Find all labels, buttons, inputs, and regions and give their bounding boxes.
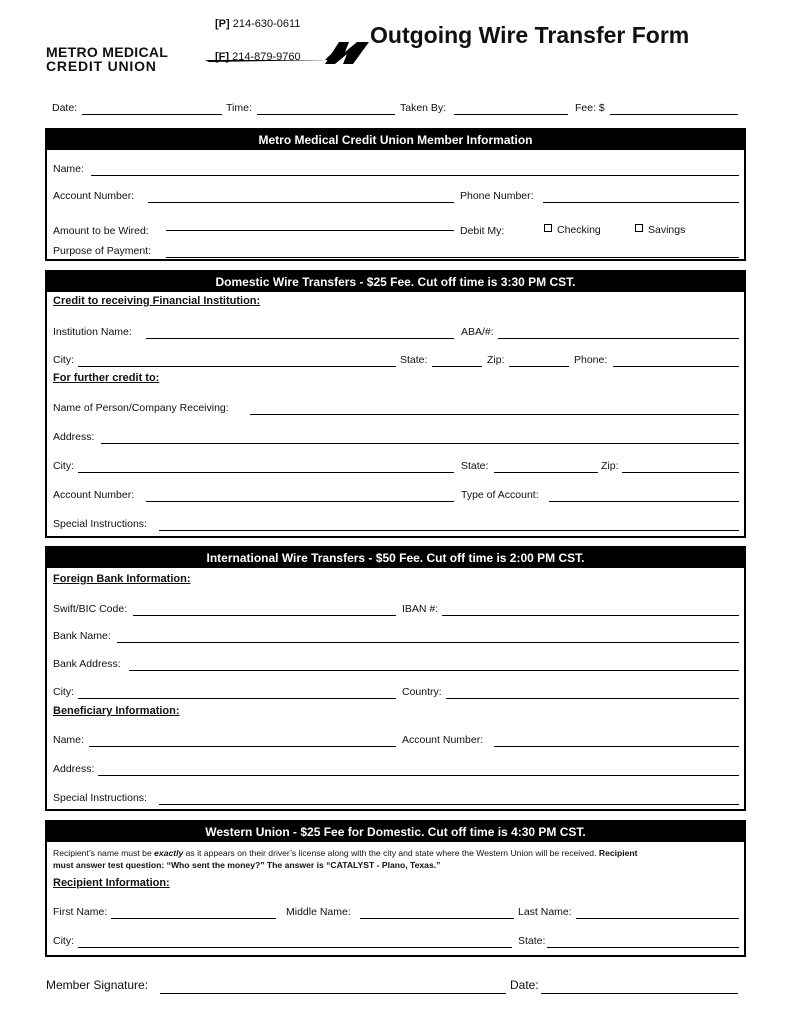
last-name-field[interactable] — [576, 918, 739, 919]
taken-by-field[interactable] — [454, 114, 568, 115]
note-part-a: Recipient’s name must be — [53, 848, 155, 858]
beneficiary-name-label: Name: — [53, 734, 84, 746]
beneficiary-address-field[interactable] — [98, 775, 739, 776]
purpose-field[interactable] — [166, 257, 739, 258]
bank-name-field[interactable] — [117, 642, 739, 643]
note-part-c: as it appears on their driver’s license along with the city and state where the Western Union will be received. — [183, 848, 599, 858]
logo — [46, 45, 211, 81]
western-union-note — [53, 847, 738, 871]
fax-prefix: [F] — [215, 51, 230, 63]
dom-phone-field[interactable] — [613, 366, 739, 367]
person-field[interactable] — [250, 414, 739, 415]
recipient-heading: Recipient Information: — [53, 877, 170, 889]
account-type-label: Type of Account: — [461, 489, 539, 501]
member-phone-label: Phone Number: — [460, 190, 534, 202]
further-credit-heading: For further credit to: — [53, 372, 160, 384]
beneficiary-address-label: Address: — [53, 763, 95, 775]
country-label: Country: — [402, 686, 442, 698]
institution-label: Institution Name: — [53, 326, 132, 338]
first-name-field[interactable] — [111, 918, 276, 919]
signature-label: Member Signature: — [46, 978, 149, 992]
time-field[interactable] — [257, 114, 395, 115]
dom-state2-label: State: — [461, 460, 489, 472]
beneficiary-account-label: Account Number: — [402, 734, 484, 746]
intl-city-field[interactable] — [78, 698, 396, 699]
intl-special-field[interactable] — [159, 804, 739, 805]
phone-prefix: [P] — [215, 18, 230, 30]
iban-field[interactable] — [442, 615, 739, 616]
fax-line — [215, 51, 301, 63]
iban-label: IBAN #: — [402, 603, 439, 615]
dom-account-field[interactable] — [146, 501, 454, 502]
institution-field[interactable] — [146, 338, 454, 339]
savings-label: Savings — [648, 224, 686, 236]
fax-number: 214-879-9760 — [232, 51, 301, 63]
wu-city-field[interactable] — [78, 947, 512, 948]
beneficiary-heading: Beneficiary Information: — [53, 705, 180, 717]
middle-name-label: Middle Name: — [286, 906, 351, 918]
logo-line2: CREDIT UNION — [46, 58, 157, 74]
date-field[interactable] — [82, 114, 222, 115]
date-label: Date: — [52, 102, 78, 114]
bank-name-label: Bank Name: — [53, 630, 111, 642]
swift-label: Swift/BIC Code: — [53, 603, 128, 615]
dom-address-field[interactable] — [101, 443, 739, 444]
bank-address-field[interactable] — [129, 670, 739, 671]
dom-zip-field[interactable] — [509, 366, 569, 367]
phone-line — [215, 18, 300, 30]
fee-field[interactable] — [610, 114, 738, 115]
amount-label: Amount to be Wired: — [53, 225, 149, 237]
beneficiary-name-field[interactable] — [89, 746, 396, 747]
last-name-label: Last Name: — [518, 906, 572, 918]
country-field[interactable] — [446, 698, 739, 699]
dom-city2-label: City: — [53, 460, 74, 472]
member-name-field[interactable] — [91, 175, 739, 176]
debit-my-label: Debit My: — [460, 225, 505, 237]
first-name-label: First Name: — [53, 906, 108, 918]
footer-date-label: Date: — [510, 978, 539, 992]
intl-city-label: City: — [53, 686, 74, 698]
domestic-header: Domestic Wire Transfers - $25 Fee. Cut off time is 3:30 PM CST. — [47, 272, 744, 292]
member-name-label: Name: — [53, 163, 84, 175]
dom-state2-field[interactable] — [494, 472, 598, 473]
international-header: International Wire Transfers - $50 Fee. Cut off time is 2:00 PM CST. — [47, 548, 744, 568]
member-account-field[interactable] — [148, 202, 454, 203]
dom-zip2-field[interactable] — [622, 472, 739, 473]
western-union-section — [45, 820, 746, 957]
credit-to-heading: Credit to receiving Financial Institution: — [53, 295, 261, 307]
dom-special-field[interactable] — [159, 530, 739, 531]
checking-checkbox[interactable] — [544, 224, 552, 232]
dom-state-field[interactable] — [432, 366, 482, 367]
domestic-section — [45, 270, 746, 538]
phone-number: 214-630-0611 — [232, 18, 301, 30]
dom-zip-label: Zip: — [487, 354, 505, 366]
member-header: Metro Medical Credit Union Member Information — [47, 130, 744, 150]
signature-field[interactable] — [160, 993, 506, 994]
person-label: Name of Person/Company Receiving: — [53, 402, 229, 414]
dom-city2-field[interactable] — [78, 472, 454, 473]
footer-date-field[interactable] — [541, 993, 738, 994]
aba-label: ABA/#: — [461, 326, 494, 338]
dom-address-label: Address: — [53, 431, 95, 443]
dom-special-label: Special Instructions: — [53, 518, 147, 530]
fee-label: Fee: $ — [575, 102, 605, 114]
dom-city-field[interactable] — [78, 366, 396, 367]
bank-address-label: Bank Address: — [53, 658, 121, 670]
intl-special-label: Special Instructions: — [53, 792, 147, 804]
dom-state-label: State: — [400, 354, 428, 366]
note-test-question: must answer test question: “Who sent the money?” The answer is “CATALYST - Plano, Texas.” — [53, 860, 441, 870]
aba-field[interactable] — [498, 338, 739, 339]
member-phone-field[interactable] — [543, 202, 739, 203]
dom-account-label: Account Number: — [53, 489, 135, 501]
time-label: Time: — [226, 102, 252, 114]
western-union-header: Western Union - $25 Fee for Domestic. Cut off time is 4:30 PM CST. — [47, 822, 744, 842]
note-exactly: exactly — [154, 848, 184, 858]
wu-city-label: City: — [53, 935, 74, 947]
dom-zip2-label: Zip: — [601, 460, 619, 472]
wu-state-field[interactable] — [547, 947, 739, 948]
middle-name-field[interactable] — [360, 918, 514, 919]
foreign-bank-heading: Foreign Bank Information: — [53, 573, 191, 585]
page-title: Outgoing Wire Transfer Form — [370, 22, 690, 48]
checking-label: Checking — [557, 224, 601, 236]
member-section — [45, 128, 746, 261]
swift-field[interactable] — [133, 615, 396, 616]
wu-state-label: State: — [518, 935, 546, 947]
beneficiary-account-field[interactable] — [494, 746, 739, 747]
logo-line1: METRO MEDICAL — [46, 44, 169, 60]
dom-phone-label: Phone: — [574, 354, 608, 366]
member-account-label: Account Number: — [53, 190, 135, 202]
international-section — [45, 546, 746, 811]
purpose-label: Purpose of Payment: — [53, 245, 152, 257]
account-type-field[interactable] — [549, 501, 739, 502]
note-recipient: Recipient — [598, 848, 638, 858]
amount-field[interactable] — [166, 230, 454, 231]
taken-by-label: Taken By: — [400, 102, 447, 114]
dom-city-label: City: — [53, 354, 74, 366]
savings-checkbox[interactable] — [635, 224, 643, 232]
